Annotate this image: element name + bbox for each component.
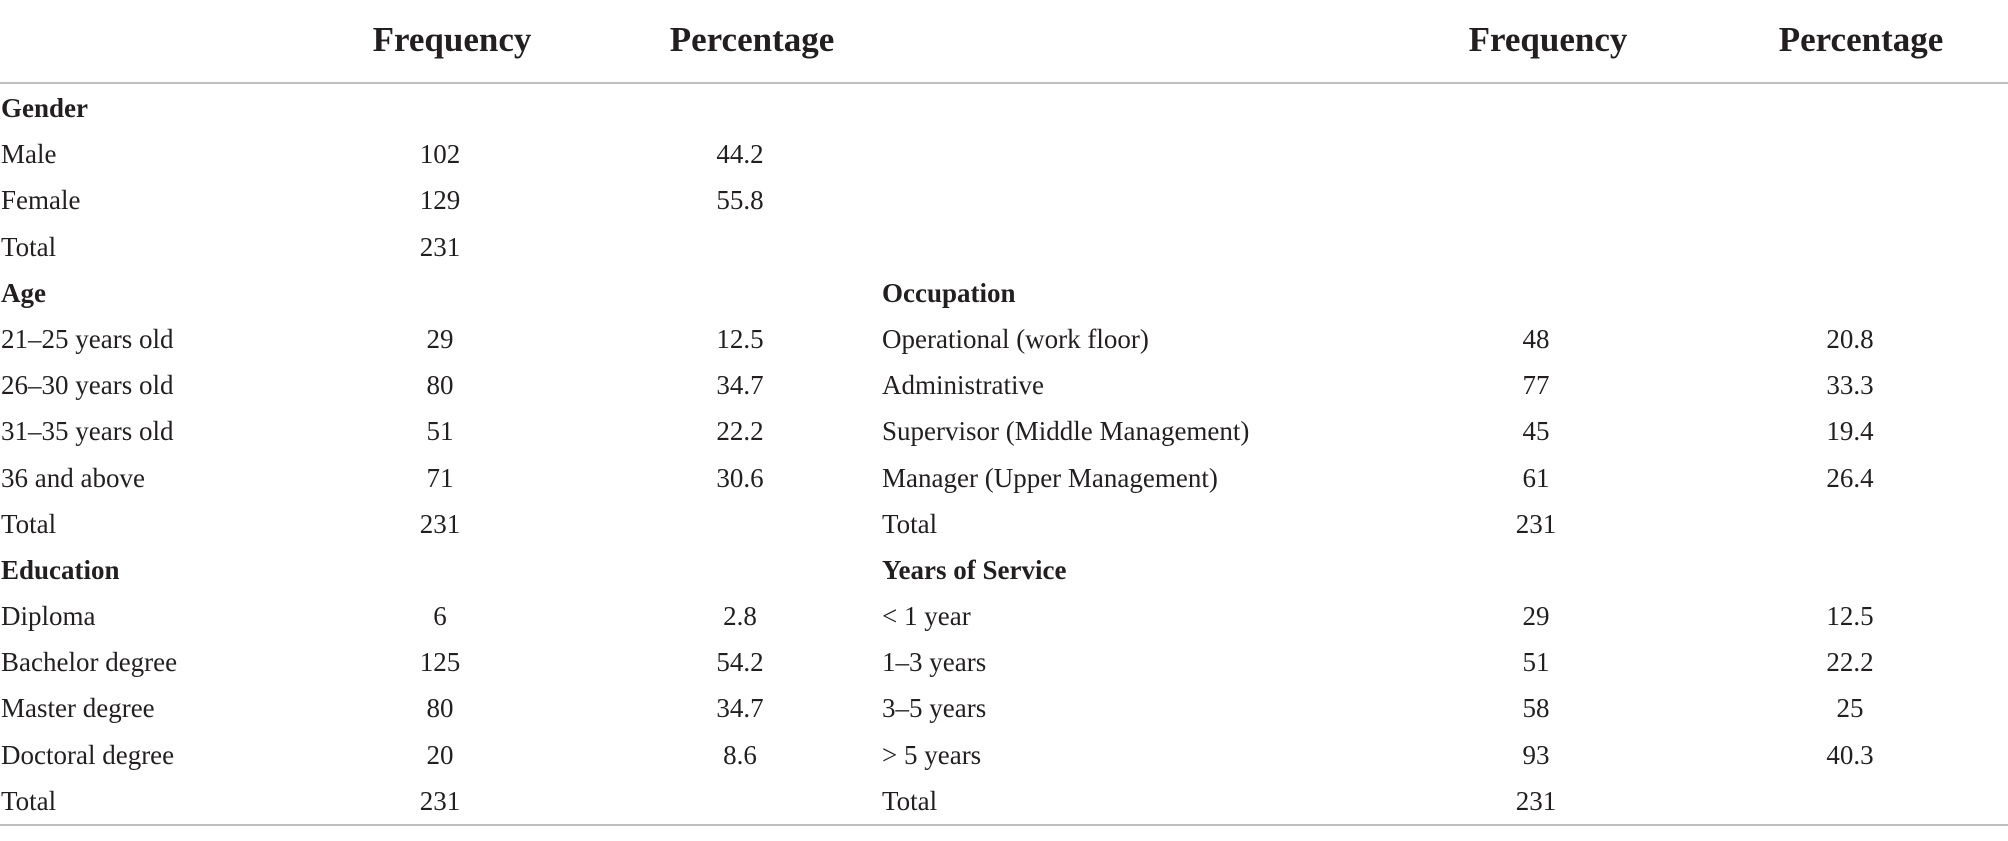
table-row — [0, 361, 2008, 407]
row-label-right: Administrative — [882, 370, 1044, 401]
row-label-left: 36 and above — [1, 462, 145, 493]
row-frequency-right: 93 — [1522, 739, 1550, 770]
table-row — [0, 500, 2008, 546]
row-label-left: Male — [1, 139, 57, 170]
row-label-right: Total — [882, 785, 938, 816]
row-frequency-left: 231 — [419, 231, 461, 262]
row-percentage-right: 22.2 — [1826, 647, 1874, 678]
row-percentage-left: 34.7 — [716, 693, 764, 724]
row-frequency-left: 71 — [426, 462, 454, 493]
row-label-right: Manager (Upper Management) — [882, 462, 1218, 493]
row-label-left: 26–30 years old — [1, 370, 174, 401]
row-percentage-right: 12.5 — [1826, 601, 1874, 632]
row-percentage-left: 54.2 — [716, 647, 764, 678]
row-percentage-left: 8.6 — [723, 739, 757, 770]
row-frequency-right: 61 — [1522, 462, 1550, 493]
row-percentage-left: 12.5 — [716, 323, 764, 354]
row-label-left: Diploma — [1, 601, 96, 632]
row-percentage-left: 30.6 — [716, 462, 764, 493]
row-label-right: Supervisor (Middle Management) — [882, 416, 1250, 447]
row-frequency-left: 125 — [419, 647, 461, 678]
row-percentage-left: 34.7 — [716, 370, 764, 401]
row-percentage-left: 22.2 — [716, 416, 764, 447]
row-frequency-left: 231 — [419, 508, 461, 539]
header-right-frequency: Frequency — [1468, 20, 1628, 59]
table-body — [0, 84, 2008, 823]
row-percentage-left: 55.8 — [716, 185, 764, 216]
table-row — [0, 84, 2008, 130]
row-frequency-right: 51 — [1522, 647, 1550, 678]
table-row — [0, 684, 2008, 730]
row-frequency-left: 29 — [426, 323, 454, 354]
row-label-right: > 5 years — [882, 739, 982, 770]
row-label-right: Operational (work floor) — [882, 323, 1149, 354]
row-frequency-right: 48 — [1522, 323, 1550, 354]
row-label-left: Total — [1, 508, 57, 539]
row-label-right: 3–5 years — [882, 693, 987, 724]
table-row — [0, 638, 2008, 684]
row-frequency-left: 80 — [426, 370, 454, 401]
table-row — [0, 269, 2008, 315]
table-row — [0, 731, 2008, 777]
row-frequency-left: 80 — [426, 693, 454, 724]
row-percentage-right: 26.4 — [1826, 462, 1874, 493]
table-row — [0, 130, 2008, 176]
row-label-left: Total — [1, 231, 57, 262]
row-label-right: 1–3 years — [882, 647, 987, 678]
row-frequency-right: 29 — [1522, 601, 1550, 632]
row-label-right: Occupation — [882, 277, 1016, 308]
row-percentage-right: 33.3 — [1826, 370, 1874, 401]
table-row — [0, 546, 2008, 592]
table-row — [0, 454, 2008, 500]
row-frequency-left: 20 — [426, 739, 454, 770]
header-right-percentage: Percentage — [1778, 20, 1944, 59]
row-label-right: < 1 year — [882, 601, 971, 632]
row-label-left: 21–25 years old — [1, 323, 174, 354]
row-percentage-right: 40.3 — [1826, 739, 1874, 770]
row-percentage-left: 2.8 — [723, 601, 757, 632]
row-label-left: Doctoral degree — [1, 739, 175, 770]
row-percentage-right: 20.8 — [1826, 323, 1874, 354]
row-label-left: Age — [1, 277, 46, 308]
table-row — [0, 223, 2008, 269]
row-frequency-right: 231 — [1515, 785, 1557, 816]
table-row — [0, 315, 2008, 361]
row-label-right: Total — [882, 508, 938, 539]
header-left-frequency: Frequency — [372, 20, 532, 59]
row-frequency-right: 231 — [1515, 508, 1557, 539]
row-label-left: Gender — [1, 93, 88, 123]
table-row — [0, 176, 2008, 222]
row-frequency-left: 6 — [433, 601, 447, 632]
row-percentage-right: 25 — [1836, 693, 1864, 724]
row-frequency-right: 77 — [1522, 370, 1550, 401]
table-row — [0, 777, 2008, 823]
row-label-left: 31–35 years old — [1, 416, 174, 447]
header-left-percentage: Percentage — [669, 20, 835, 59]
row-frequency-left: 231 — [419, 785, 461, 816]
row-frequency-left: 51 — [426, 416, 454, 447]
row-label-left: Bachelor degree — [1, 647, 178, 678]
row-frequency-right: 58 — [1522, 693, 1550, 724]
row-label-right: Years of Service — [882, 554, 1067, 585]
row-frequency-left: 129 — [419, 185, 461, 216]
row-label-left: Education — [1, 554, 120, 585]
bottom-rule — [0, 824, 2008, 826]
row-percentage-right: 19.4 — [1826, 416, 1874, 447]
row-label-left: Master degree — [1, 693, 155, 724]
row-frequency-left: 102 — [419, 139, 461, 170]
table-row — [0, 407, 2008, 453]
row-label-left: Female — [1, 185, 81, 216]
table-row — [0, 592, 2008, 638]
row-percentage-left: 44.2 — [716, 139, 764, 170]
table-header — [0, 0, 2008, 84]
row-label-left: Total — [1, 785, 57, 816]
row-frequency-right: 45 — [1522, 416, 1550, 447]
